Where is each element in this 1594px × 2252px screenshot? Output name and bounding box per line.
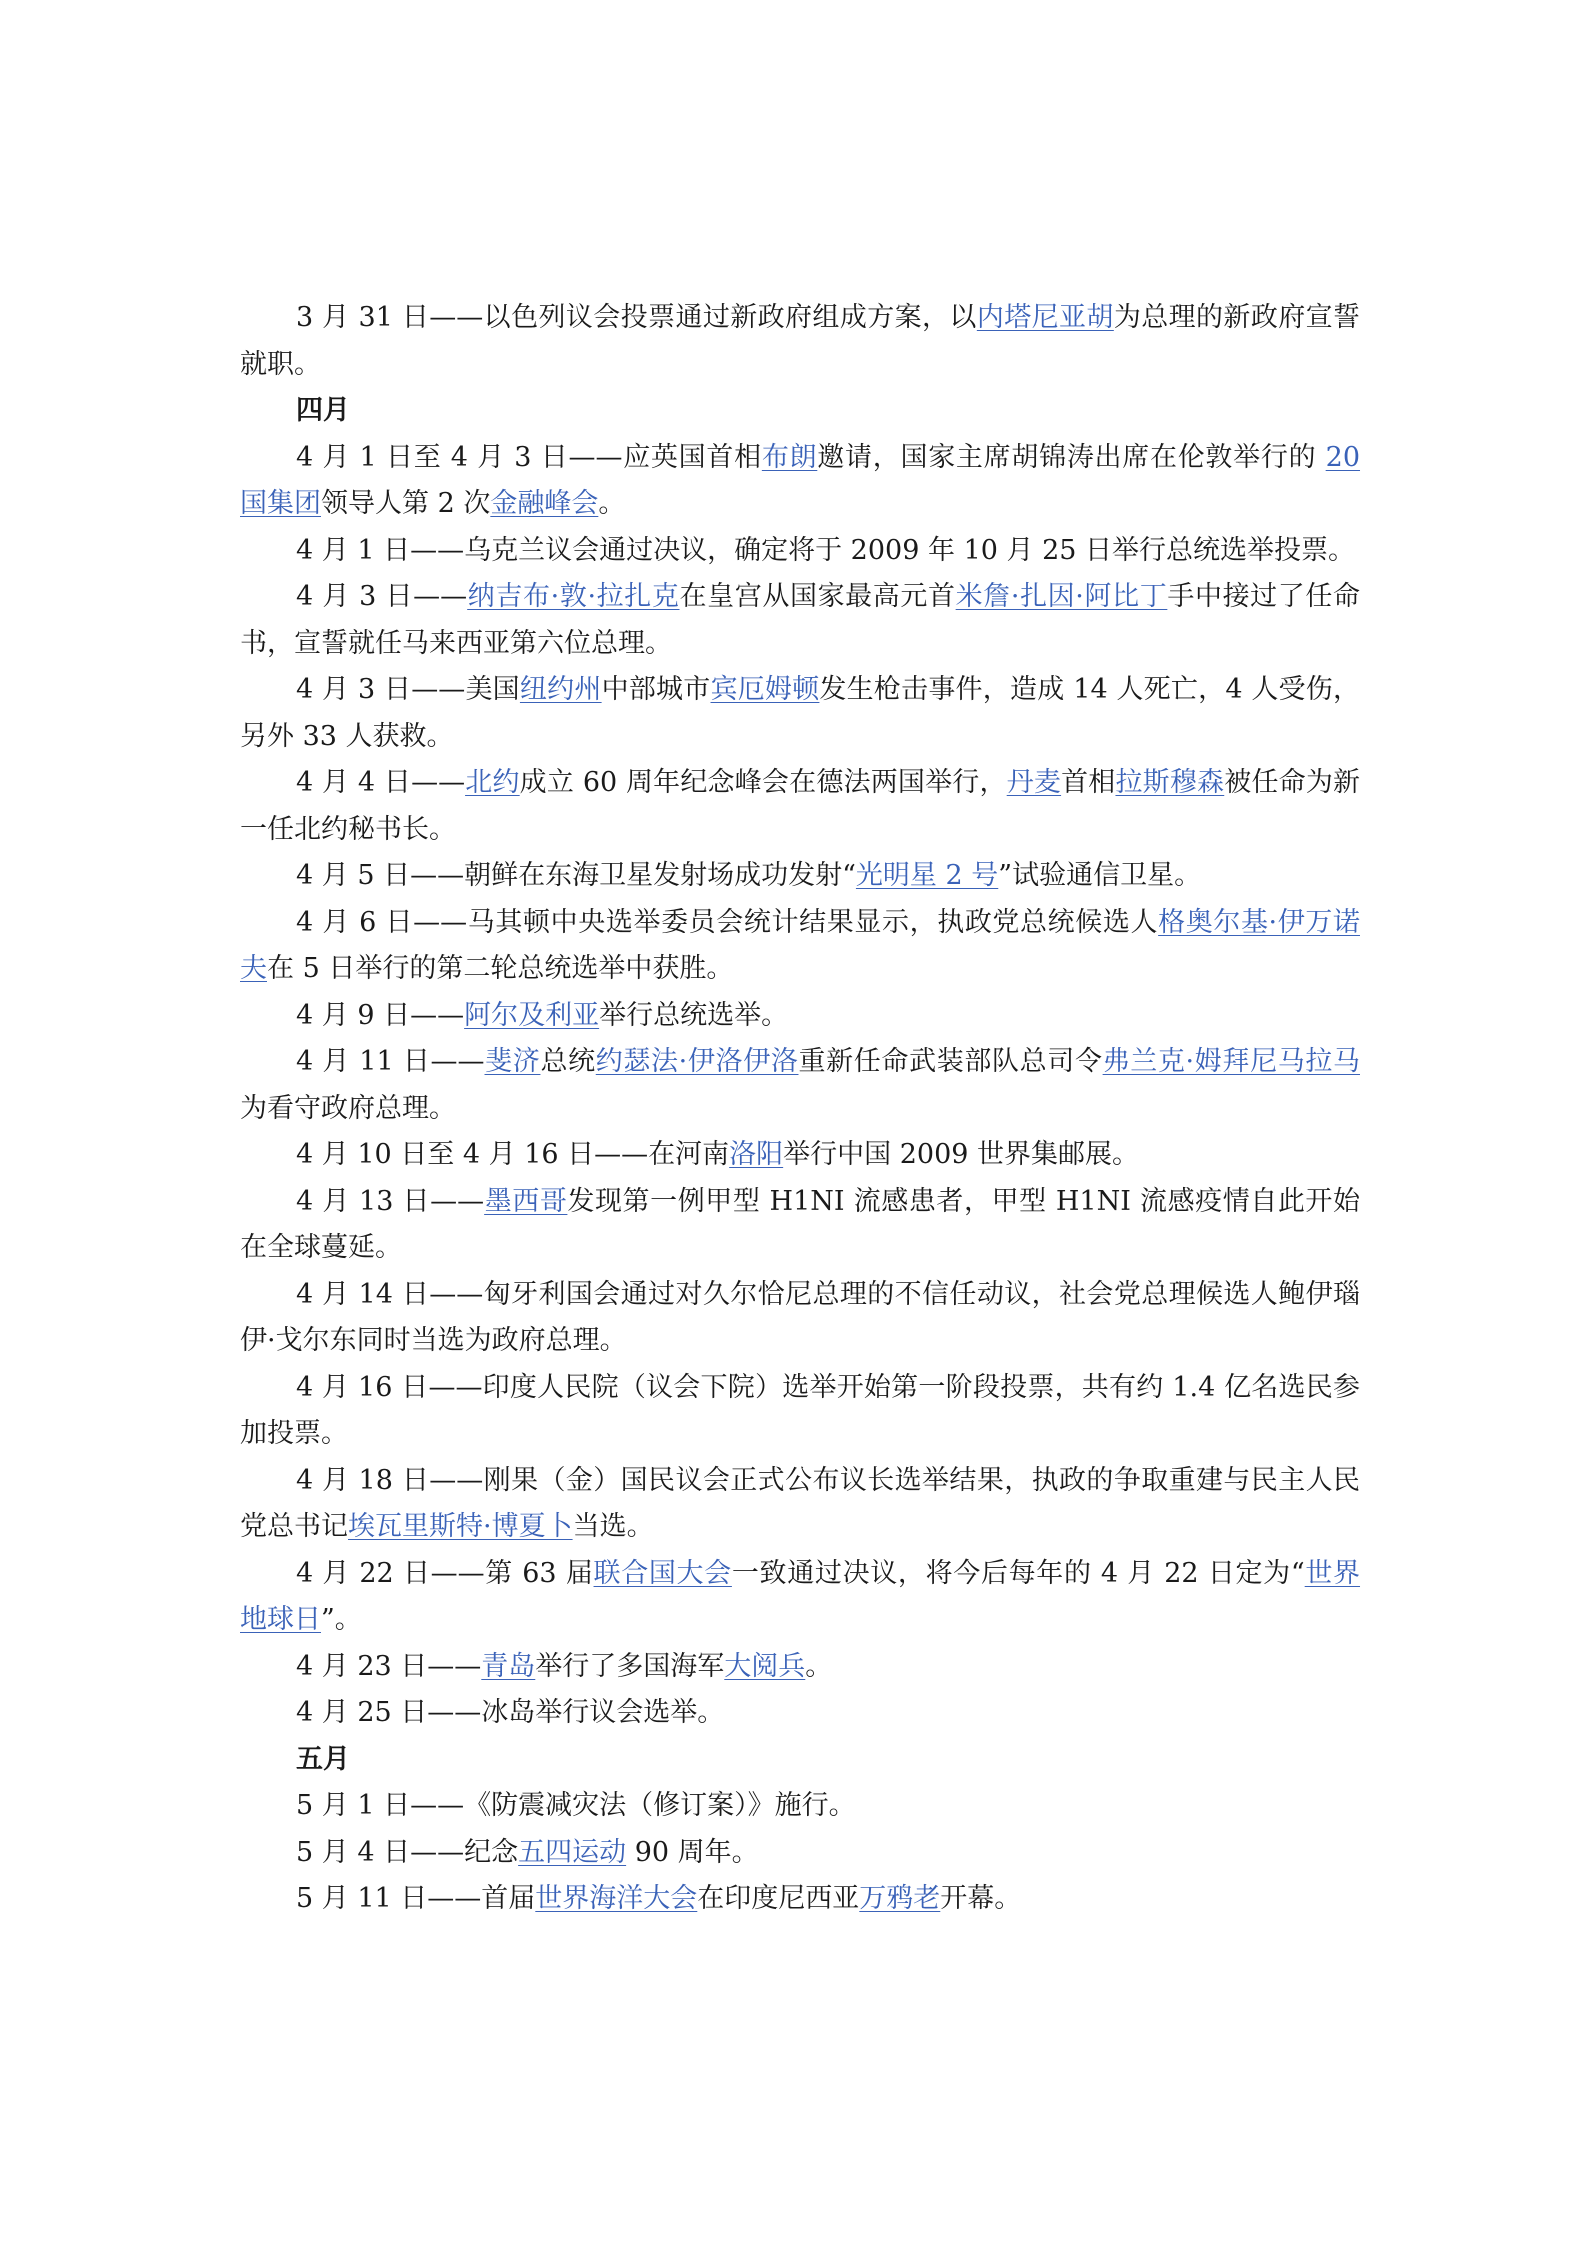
entity-link[interactable]: 丹麦 — [1006, 767, 1062, 798]
paragraph-text: 成立 60 周年纪念峰会在德法两国举行， — [519, 767, 1007, 798]
event-paragraph — [240, 1039, 1360, 1132]
event-paragraph — [240, 1876, 1360, 1923]
paragraph-text: 发生枪击事件，造成 14 人死亡，4 人受伤，另外 33 人获救。 — [240, 674, 1361, 752]
paragraph-text: 当选。 — [572, 1511, 654, 1542]
event-paragraph — [240, 1458, 1360, 1551]
paragraph-text: 发现第一例甲型 H1NI 流感患者，甲型 H1NI 流感疫情自此开始在全球蔓延。 — [240, 1185, 1361, 1263]
entity-link[interactable]: 五四运动 — [518, 1836, 627, 1868]
paragraph-text: 邀请，国家主席胡锦涛出席在伦敦举行的 — [817, 441, 1326, 473]
event-paragraph — [240, 667, 1360, 760]
paragraph-text: 5 月 11 日——首届 — [296, 1883, 536, 1914]
paragraph-text: 4 月 9 日—— — [296, 999, 465, 1031]
paragraph-text: 4 月 22 日——第 63 届 — [296, 1557, 594, 1589]
entity-link[interactable]: 洛阳 — [729, 1139, 784, 1170]
event-paragraph — [240, 993, 1360, 1040]
paragraph-text: 。 — [598, 488, 626, 519]
event-paragraph — [240, 574, 1360, 667]
event-paragraph — [240, 1179, 1360, 1272]
event-paragraph — [240, 1132, 1360, 1179]
document-page — [240, 295, 1360, 1923]
paragraph-text: ”试验通信卫星。 — [998, 860, 1202, 891]
entity-link[interactable]: 内塔尼亚胡 — [976, 302, 1114, 333]
event-paragraph — [240, 1644, 1360, 1691]
paragraph-text: 3 月 31 日——以色列议会投票通过新政府组成方案，以 — [296, 302, 977, 333]
entity-link[interactable]: 约瑟法·伊洛伊洛 — [595, 1046, 799, 1077]
paragraph-text: 4 月 23 日—— — [296, 1650, 482, 1682]
paragraph-text: 一致通过决议，将今后每年的 4 月 22 日定为“ — [731, 1557, 1305, 1589]
event-paragraph — [240, 295, 1360, 388]
entity-link[interactable]: 弗兰克·姆拜尼马拉马 — [1102, 1046, 1360, 1077]
paragraph-text: 4 月 11 日—— — [296, 1046, 485, 1077]
entity-link[interactable]: 世界海洋大会 — [535, 1883, 698, 1914]
paragraph-text: 4 月 6 日——马其顿中央选举委员会统计结果显示，执政党总统候选人 — [296, 906, 1159, 938]
event-paragraph — [240, 1830, 1360, 1877]
paragraph-text: 在 5 日举行的第二轮总统选举中获胜。 — [267, 953, 734, 984]
paragraph-text: 。 — [805, 1650, 833, 1682]
paragraph-text: 4 月 16 日——印度人民院（议会下院）选举开始第一阶段投票，共有约 1.4 亿名选民参加投票。 — [240, 1371, 1360, 1449]
paragraph-text: 4 月 5 日——朝鲜在东海卫星发射场成功发射“ — [296, 860, 856, 891]
event-paragraph — [240, 1690, 1360, 1737]
paragraph-text: 重新任命武装部队总司令 — [798, 1046, 1103, 1077]
paragraph-text: 在皇宫从国家最高元首 — [679, 581, 956, 612]
entity-link[interactable]: 阿尔及利亚 — [464, 999, 600, 1031]
paragraph-text: 开幕。 — [940, 1883, 1022, 1914]
paragraph-text: 举行中国 2009 世界集邮展。 — [783, 1139, 1140, 1170]
event-paragraph — [240, 435, 1360, 528]
entity-link[interactable]: 大阅兵 — [724, 1650, 806, 1682]
entity-link[interactable]: 宾厄姆顿 — [710, 674, 820, 705]
entity-link[interactable]: 世界地球日 — [240, 1557, 1361, 1635]
event-paragraph — [240, 528, 1360, 575]
entity-link[interactable]: 青岛 — [481, 1650, 536, 1682]
paragraph-text: ”。 — [321, 1604, 362, 1635]
paragraph-text: 举行总统选举。 — [599, 999, 789, 1031]
entity-link[interactable]: 斐济 — [484, 1046, 541, 1077]
event-paragraph — [240, 853, 1360, 900]
event-paragraph — [240, 1783, 1360, 1830]
paragraph-text: 5 月 4 日——纪念 — [296, 1836, 519, 1868]
paragraph-text: 4 月 18 日——刚果（金）国民议会正式公布议长选举结果，执政的争取重建与民主人民党总书记 — [240, 1464, 1360, 1542]
paragraph-text: 4 月 10 日至 4 月 16 日——在河南 — [296, 1139, 730, 1170]
paragraph-text: 被任命为新一任北约秘书长。 — [240, 767, 1361, 845]
paragraph-text: 手中接过了任命书，宣誓就任马来西亚第六位总理。 — [240, 581, 1361, 659]
entity-link[interactable]: 北约 — [465, 767, 520, 798]
entity-link[interactable]: 光明星 2 号 — [855, 860, 999, 891]
entity-link[interactable]: 埃瓦里斯特·博夏卜 — [348, 1511, 573, 1542]
paragraph-text: 4 月 13 日—— — [296, 1185, 485, 1217]
entity-link[interactable]: 纽约州 — [519, 674, 602, 705]
paragraph-text: 4 月 1 日——乌克兰议会通过决议，确定将于 2009 年 10 月 25 日举行总统选举投票。 — [296, 534, 1356, 566]
event-paragraph — [240, 900, 1360, 993]
entity-link[interactable]: 联合国大会 — [593, 1557, 732, 1589]
paragraph-text: 5 月 1 日——《防震减灾法（修订案）》施行。 — [296, 1790, 856, 1821]
event-paragraph — [240, 1365, 1360, 1458]
paragraph-text: 四月 — [296, 395, 350, 426]
entity-link[interactable]: 米詹·扎因·阿比丁 — [955, 581, 1168, 612]
event-paragraph — [240, 1551, 1360, 1644]
entity-link[interactable]: 墨西哥 — [484, 1185, 568, 1217]
entity-link[interactable]: 布朗 — [761, 441, 818, 473]
paragraph-text: 五月 — [296, 1743, 350, 1775]
paragraph-text: 4 月 14 日——匈牙利国会通过对久尔恰尼总理的不信任动议，社会党总理候选人鲍伊瑙伊·戈尔东同时当选为政府总理。 — [240, 1278, 1360, 1356]
paragraph-text: 举行了多国海军 — [535, 1650, 725, 1682]
month-heading — [240, 388, 1360, 435]
event-paragraph — [240, 760, 1360, 853]
event-paragraph — [240, 1272, 1360, 1365]
paragraph-text: 90 周年。 — [626, 1836, 759, 1868]
paragraph-text: 4 月 3 日——美国 — [296, 674, 520, 705]
paragraph-text: 4 月 1 日至 4 月 3 日——应英国首相 — [296, 441, 762, 473]
paragraph-text: 4 月 4 日—— — [296, 767, 466, 798]
paragraph-text: 首相 — [1061, 767, 1116, 798]
entity-link[interactable]: 万鸦老 — [859, 1883, 941, 1914]
paragraph-text: 领导人第 2 次 — [321, 488, 491, 519]
entity-link[interactable]: 金融峰会 — [490, 488, 599, 519]
paragraph-text: 4 月 3 日—— — [296, 581, 468, 612]
entity-link[interactable]: 20 国集团 — [240, 441, 1361, 519]
paragraph-text: 总统 — [540, 1046, 596, 1077]
paragraph-text: 在印度尼西亚 — [697, 1883, 860, 1914]
entity-link[interactable]: 拉斯穆森 — [1115, 767, 1225, 798]
paragraph-text: 为看守政府总理。 — [240, 1092, 456, 1124]
paragraph-text: 中部城市 — [601, 674, 711, 705]
month-heading — [240, 1737, 1360, 1784]
entity-link[interactable]: 格奥尔基·伊万诺夫 — [240, 906, 1360, 984]
paragraph-text: 4 月 25 日——冰岛举行议会选举。 — [296, 1697, 725, 1728]
paragraph-text: 为总理的新政府宣誓就职。 — [240, 302, 1361, 380]
entity-link[interactable]: 纳吉布·敦·拉扎克 — [467, 581, 680, 612]
